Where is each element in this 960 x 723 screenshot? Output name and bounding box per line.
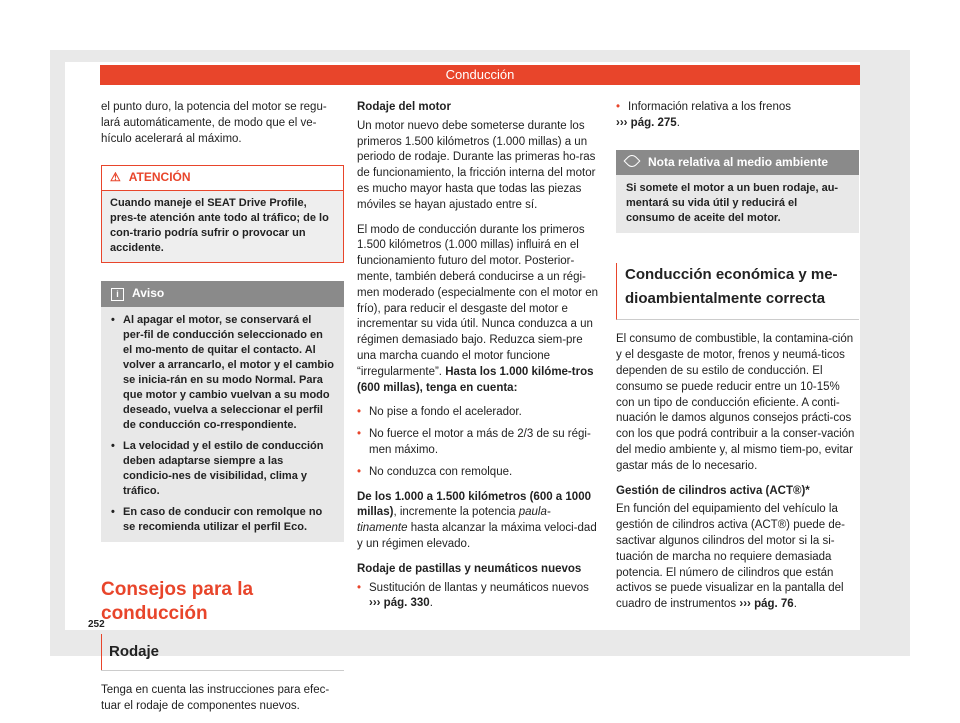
intro-paragraph: el punto duro, la potencia del motor se regu-lará automáticamente, de modo que el ve-hículo acelerará al máximo. <box>101 101 327 145</box>
paragraph <box>357 223 600 397</box>
chapter-header: Conducción <box>100 65 860 85</box>
section-title: Conducción económica y me-dioambientalmente correcta <box>616 263 859 320</box>
environment-note-header <box>616 150 859 176</box>
paragraph <box>616 502 859 613</box>
info-icon: i <box>111 288 124 301</box>
notice-title: Aviso <box>132 286 165 301</box>
paragraph-text: En función del equipamiento del vehículo la gestión de cilindros activa (ACT®) puede de-sactivar algunos cilindros del motor si la si-tuación de marcha no requiere demasiada potencia. El número de cilindros que están activos se puede visualizar en la pantalla del cuadro de instrumentos <box>616 503 846 611</box>
list-item: • No fuerce el motor a más de 2/3 de su régi-men máximo. <box>357 427 600 459</box>
paragraph-text: , incremente la potencia <box>393 506 519 519</box>
warning-box <box>101 165 344 263</box>
leaf-icon <box>624 152 641 169</box>
page-reference-link[interactable]: ››› pág. 330 <box>369 597 430 610</box>
section-title: Consejos para la conducción <box>101 578 254 624</box>
column-1 <box>101 100 344 723</box>
list-item-end: . <box>429 597 433 610</box>
column-2 <box>357 100 600 618</box>
list-item-text: Sustitución de llantas y neumáticos nuevos <box>369 581 589 594</box>
page-reference-link[interactable]: ››› pág. 275 <box>616 116 677 129</box>
notice-item: • Al apagar el motor, se conservará el per-fil de conducción seleccionado en el mo-mento de quitar el contacto. Al volver a arrancarlo, el motor y el cambio se inicia-rán en su modo Normal. Para que motor y cambio vuelvan a su modo deseado, vuelva a seleccionar el perfil de conducción co-rrespondiente. <box>111 313 334 433</box>
list-item: • No conduzca con remolque. <box>357 465 600 481</box>
warning-header <box>102 166 343 191</box>
page-number: 252 <box>88 619 105 630</box>
heading-pads-tyres: Rodaje de pastillas y neumáticos nuevos <box>357 562 582 575</box>
notice-item: • La velocidad y el estilo de conducción deben adaptarse siempre a las condicio-nes de visibilidad, clima y tráfico. <box>111 439 334 499</box>
list-item <box>357 581 600 613</box>
page-reference-link[interactable]: ››› pág. 76 <box>739 598 794 611</box>
notice-item: • En caso de conducir con remolque no se recomienda utilizar el perfil Eco. <box>111 505 334 535</box>
subsection-title <box>101 634 344 671</box>
paragraph-bold: Hasta los 1.000 kilóme-tros (600 millas), tenga en cuenta: <box>357 365 594 394</box>
warning-title: ATENCIÓN <box>128 170 191 185</box>
subsection-title-text: Rodaje <box>109 642 160 660</box>
environment-note-title: Nota relativa al medio ambiente <box>648 154 829 169</box>
notice-body <box>101 307 344 542</box>
paragraph-italic: paula-tinamente <box>357 506 551 535</box>
heading-engine-breakin: Rodaje del motor <box>357 101 451 113</box>
notice-header <box>101 281 344 307</box>
warning-text: Cuando maneje el SEAT Drive Profile, pres-te atención ante todo al tráfico; de lo con-trario podría sufrir o provocar un accidente. <box>102 191 343 262</box>
warning-triangle-icon: ⚠ <box>110 170 121 185</box>
list-item <box>616 100 859 132</box>
list-item-text: Información relativa a los frenos <box>628 101 791 113</box>
paragraph-bold: De los 1.000 a 1.500 kilómetros (600 a 1000 millas) <box>357 490 591 519</box>
paragraph: Un motor nuevo debe someterse durante los primeros 1.500 kilómetros (1.000 millas) a un periodo de rodaje. Durante las primeras ho-ras de funcionamiento, la fricción interna del motor es mucho mayor hasta que todas las piezas móviles se hayan ajustado entre sí. <box>357 119 596 211</box>
list-item-end: . <box>676 116 680 129</box>
paragraph: El consumo de combustible, la contamina-ción y el desgaste de motor, frenos y neumá-ticos dependen de su estilo de conducción. El consumo se puede reducir entre un 10-15% con un tipo de conducción eficiente. A conti-nuación le damos algunos consejos prácti-cos con los que podrá contribuir a la conser-vación del medio ambiente y, al mismo tiem-po, evitar gastar más de lo necesario. <box>616 333 855 472</box>
environment-note-text: Si somete el motor a un buen rodaje, au-mentará su vida útil y reducirá el consumo de aceite del motor. <box>616 175 859 233</box>
paragraph-text: El modo de conducción durante los primeros 1.500 kilómetros (1.000 millas) influirá en el funcionamiento futuro del motor. Posterior-mente, también deberá conducirse a un régi-men moderado (especialmente con el motor en frío), para reducir el desgaste del motor e incrementar su vida útil. Nunca conduzca a un régimen demasiado bajo. Reduzca siem-pre una marcha cuando el motor funcione “irregularmente”. <box>357 223 598 378</box>
notice-box <box>101 281 344 542</box>
environment-note-box <box>616 150 859 234</box>
column-3 <box>616 100 859 622</box>
paragraph-text: hasta alcanzar la máxima veloci-dad y un régimen elevado. <box>357 522 597 550</box>
accent-line <box>101 634 102 670</box>
subsection-paragraph: Tenga en cuenta las instrucciones para efec-tuar el rodaje de componentes nuevos. <box>101 683 330 712</box>
list-item: • No pise a fondo el acelerador. <box>357 405 600 421</box>
paragraph <box>357 490 600 553</box>
heading-act: Gestión de cilindros activa (ACT®)* <box>616 484 810 497</box>
paragraph-end: . <box>793 598 797 611</box>
